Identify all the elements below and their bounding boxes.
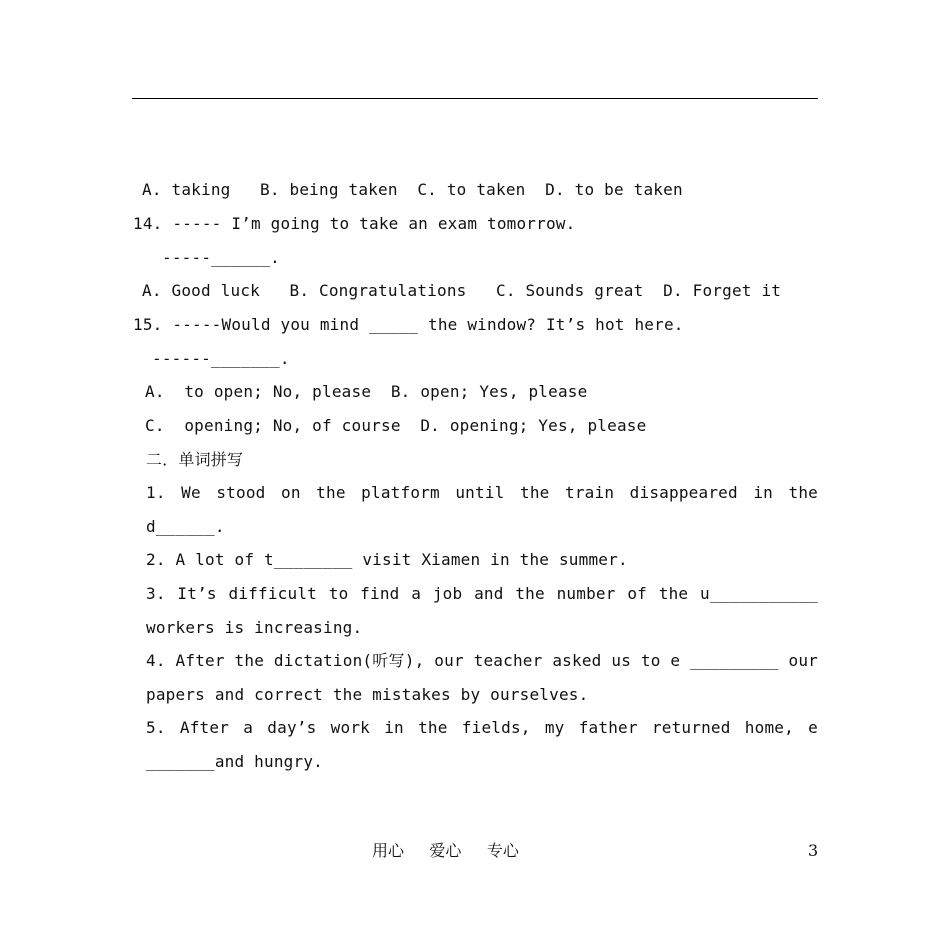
question-14-prompt: 14. ----- I’m going to take an exam tomorrow. <box>133 214 576 233</box>
page-number: 3 <box>808 841 819 860</box>
spelling-3-line-1: 3. It’s difficult to find a job and the number of the u___________ <box>146 584 818 603</box>
spelling-4-line-1: 4. After the dictation(听写), our teacher asked us to e _________ our <box>146 651 818 670</box>
question-15-prompt: 15. -----Would you mind _____ the window? It’s hot here. <box>133 315 684 334</box>
header-rule <box>132 98 818 99</box>
spelling-1-line-1: 1. We stood on the platform until the train disappeared in the <box>146 483 818 502</box>
section-heading: 二．单词拼写 <box>146 450 244 469</box>
footer-motto: 用心 爱心 专心 <box>372 841 519 860</box>
question-13-options: A. taking B. being taken C. to taken D. to be taken <box>142 180 683 199</box>
spelling-2-line-1: 2. A lot of t________ visit Xiamen in the summer. <box>146 550 628 569</box>
spelling-3-line-2: workers is increasing. <box>146 618 363 637</box>
question-14-response-blank: -----______. <box>162 248 280 267</box>
spelling-4-line-2: papers and correct the mistakes by ourselves. <box>146 685 589 704</box>
spelling-5-line-2: _______and hungry. <box>146 752 323 771</box>
question-14-options: A. Good luck B. Congratulations C. Sounds great D. Forget it <box>142 281 782 300</box>
spelling-1-line-2: d______. <box>146 517 225 536</box>
question-15-response-blank: ------_______. <box>152 349 290 368</box>
spelling-5-line-1: 5. After a day’s work in the fields, my father returned home, e <box>146 718 818 737</box>
question-15-options-a-b: A. to open; No, please B. open; Yes, please <box>145 382 588 401</box>
question-15-options-c-d: C. opening; No, of course D. opening; Yes, please <box>145 416 647 435</box>
